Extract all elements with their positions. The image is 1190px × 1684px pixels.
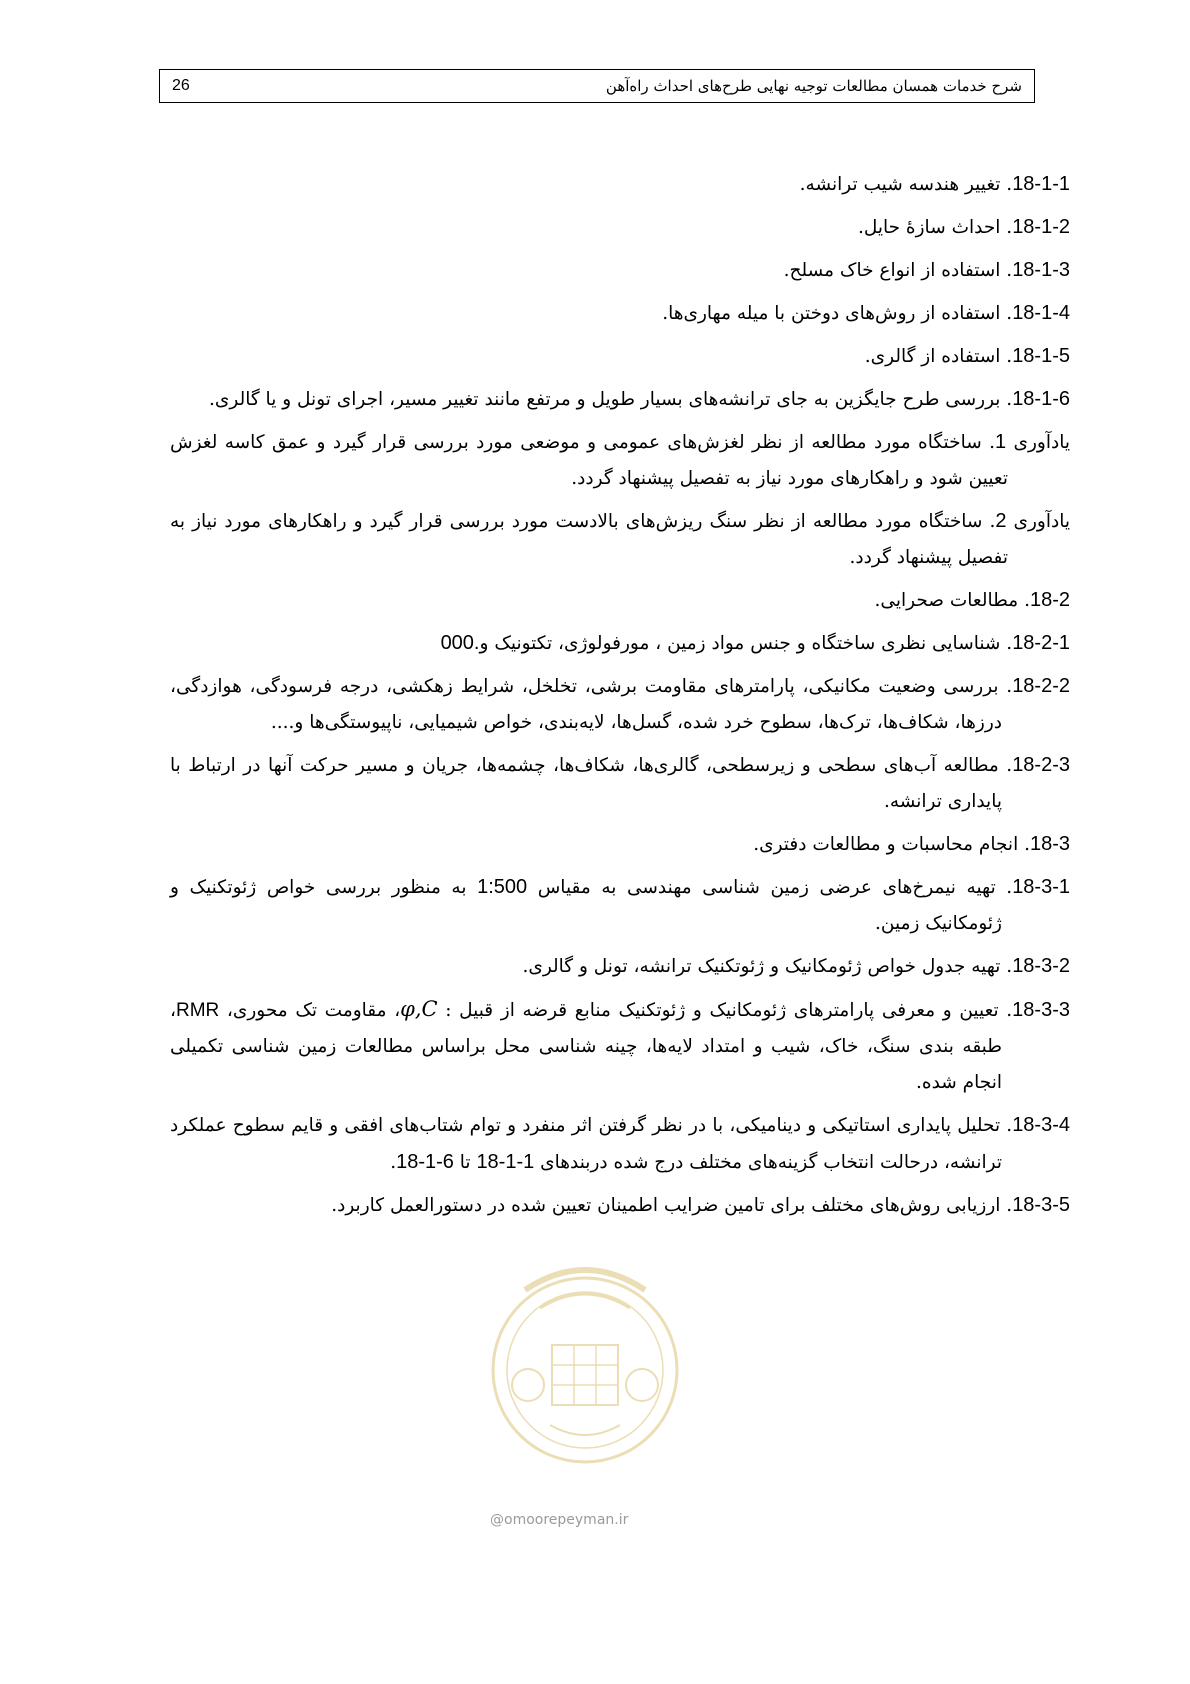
list-item: [170, 166, 1070, 203]
item-text: . احداث سازهٔ حایل.: [857, 217, 1013, 238]
item-text: ، مقاومت تک محوری،: [219, 1000, 401, 1021]
item-number: 18-1-1: [1012, 173, 1070, 195]
page-number: 26: [172, 77, 190, 94]
item-number: 18-3-3: [1012, 999, 1070, 1021]
item-text: . تغییر هندسه شیب ترانشه.: [799, 174, 1013, 195]
watermark-url: @omoorepeyman.ir: [490, 1512, 629, 1528]
section-heading: [170, 582, 1070, 619]
formula-phi-c: φ,C: [400, 997, 438, 1021]
list-item: [170, 747, 1070, 820]
item-text: . تحلیل پایداری استاتیکی و دینامیکی، با در نظر گرفتن اثر منفرد و توام شتاب‌های افقی و قایم سطوح عملکرد ترانشه، درحالت انتخاب گزینه‌های مختلف درج شده دربندهای: [170, 1115, 1013, 1173]
item-text: . تهیه نیمرخ‌های عرضی زمین شناسی مهندسی به مقیاس: [527, 877, 1013, 898]
item-text: . استفاده از گالری.: [864, 346, 1013, 367]
note-text: . ساختگاه مورد مطالعه از نظر لغزش‌های عمومی و موضعی مورد بررسی قرار گیرد و عمق کاسه لغزش تعیین شود و راهکارهای مورد نیاز به تفصیل پیشنهاد گردد.: [170, 432, 1008, 489]
note-label: یادآوری: [1013, 511, 1070, 532]
note-item: [170, 424, 1070, 497]
list-item: [170, 1187, 1070, 1224]
watermark-seal-icon: [470, 1250, 700, 1470]
item-text: ، طبقه بندی سنگ، خاک، شیب و امتداد لایه‌ها، چینه شناسی محل براساس مطالعات زمین شناسی تکمیلی انجام شده.: [170, 1000, 1002, 1093]
item-number: 18-1-5: [1012, 345, 1070, 367]
item-text: تا: [453, 1152, 477, 1173]
list-item: [170, 1107, 1070, 1181]
item-number: 18-2-2: [1012, 675, 1070, 697]
item-number: 18-2: [1029, 589, 1070, 611]
item-text: به منظور بررسی خواص ژئوتکنیک و ژئومکانیک زمین.: [170, 877, 1002, 934]
item-text: . ارزیابی روش‌های مختلف برای تامین ضرایب اطمینان تعیین شده در دستورالعمل کاربرد.: [331, 1195, 1013, 1216]
note-number: 1: [994, 431, 1007, 453]
item-text: . انجام محاسبات و مطالعات دفتری.: [753, 834, 1030, 855]
item-number: 18-1-4: [1012, 302, 1070, 324]
item-text-tail: 000.: [440, 632, 480, 654]
item-text: . تهیه جدول خواص ژئومکانیک و ژئوتکنیک ترانشه، تونل و گالری.: [522, 956, 1013, 977]
item-text: .: [390, 1152, 397, 1173]
item-text: . استفاده از روش‌های دوختن با میله مهاری‌ها.: [662, 303, 1013, 324]
item-number: 18-1-3: [1012, 259, 1070, 281]
note-number: 2: [995, 510, 1007, 532]
note-label: یادآوری: [1013, 432, 1070, 453]
list-item: [170, 991, 1070, 1101]
item-text: . مطالعه آب‌های سطحی و زیرسطحی، گالری‌ها، شکاف‌ها، چشمه‌ها، جریان و مسیر حرکت آنها در ارتباط با پایداری ترانشه.: [170, 755, 1013, 812]
item-number: 18-3-1: [1012, 876, 1070, 898]
clause-reference: 18-1-1: [476, 1151, 535, 1173]
list-item: [170, 948, 1070, 985]
item-number: 18-2-3: [1012, 754, 1070, 776]
document-body: [170, 166, 1070, 1230]
rmr-term: RMR: [175, 1000, 220, 1021]
item-number: 18-3-5: [1012, 1194, 1070, 1216]
item-number: 18-3-4: [1012, 1114, 1070, 1136]
header-title: شرح خدمات همسان مطالعات توجیه نهایی طرح‌های احداث راه‌آهن: [605, 77, 1022, 95]
list-item: [170, 869, 1070, 942]
list-item: [170, 625, 1070, 662]
list-item: [170, 295, 1070, 332]
item-text: . مطالعات صحرایی.: [874, 590, 1030, 611]
list-item: [170, 252, 1070, 289]
list-item: [170, 668, 1070, 741]
item-number: 18-3: [1029, 833, 1070, 855]
running-header: [159, 69, 1035, 103]
item-text: . بررسی طرح جایگزین به جای ترانشه‌های بسیار طویل و مرتفع مانند تغییر مسیر، اجرای تونل و یا گالری.: [209, 389, 1013, 410]
note-item: [170, 503, 1070, 576]
list-item: [170, 338, 1070, 375]
section-heading: [170, 826, 1070, 863]
item-number: 18-1-6: [1012, 388, 1070, 410]
item-text: . تعیین و معرفی پارامترهای ژئومکانیک و ژئوتکنیک منابع قرضه از قبیل :: [437, 1000, 1013, 1021]
item-text: . شناسایی نظری ساختگاه و جنس مواد زمین ، مورفولوژی، تکتونیک و: [479, 633, 1013, 654]
item-number: 18-1-2: [1012, 216, 1070, 238]
map-scale: 1:500: [477, 876, 528, 898]
item-text: . استفاده از انواع خاک مسلح.: [783, 260, 1013, 281]
note-text: . ساختگاه مورد مطالعه از نظر سنگ ریزش‌های بالادست مورد بررسی قرار گیرد و راهکارهای مورد نیاز به تفصیل پیشنهاد گردد.: [170, 511, 1008, 568]
item-number: 18-3-2: [1012, 955, 1070, 977]
item-number: 18-2-1: [1012, 632, 1070, 654]
item-text: . بررسی وضعیت مکانیکی، پارامترهای مقاومت برشی، تخلخل، شرایط زهکشی، درجه فرسودگی، هوازدگی، درزها، شکاف‌ها، ترک‌ها، سطوح خرد شده، گسل‌ها، لایه‌بندی، خواص شیمیایی، ناپیوستگی‌ها و....: [170, 676, 1013, 733]
list-item: [170, 381, 1070, 418]
list-item: [170, 209, 1070, 246]
clause-reference: 18-1-6: [396, 1151, 454, 1173]
